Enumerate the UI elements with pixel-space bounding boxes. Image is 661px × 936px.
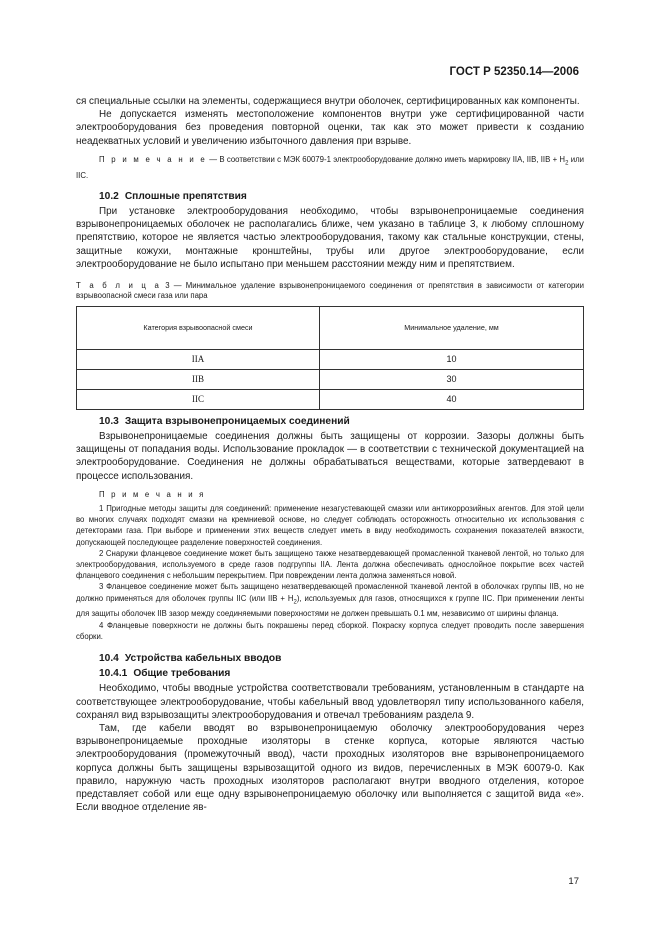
note-text: — В соответствии с МЭК 60079-1 электрооборудование должно иметь маркировку IIA, IIB, IIB + H: [206, 154, 566, 164]
section-title: Устройства кабельных вводов: [124, 653, 282, 664]
table-cell-distance: 30: [320, 369, 584, 389]
table-cell-category: IIC: [77, 389, 320, 409]
section-title: Защита взрывонепроницаемых соединений: [124, 415, 350, 427]
section-10-4-1-paragraph-1: Необходимо, чтобы вводные устройства соответствовали требованиям, установленным в стандарте на соответствующее электрооборудование, чтобы кабельный ввод удовлетворял типу использованного кабеля, сохранял вид взрывозащиты электрооборудования и отвечал требованиям раздела 9.: [76, 683, 584, 721]
document-number: ГОСТ Р 52350.14—2006: [449, 66, 579, 78]
table-cell-category: IIB: [77, 369, 320, 389]
note-2: 2 Снаружи фланцевое соединение может быть защищено также незатвердевающей промасленной тканевой лентой, но только для электрооборудования, используемого в среде газов подгруппы IIA. Лента должна обеспечивать однослойное покрытие всех частей фланцевого соединения с небольшим перекрытием. При повреждении лента должна заменяться новой.: [76, 548, 584, 581]
section-10-4-heading: [76, 652, 584, 665]
section-10-4-1-paragraph-2: Там, где кабели вводят во взрывонепроницаемую оболочку электрооборудования через взрывонепроницаемые проходные изоляторы в стенке корпуса, которые являются частью электрооборудования (промежуточный ввод), части проходных изоляторов вне взрывонепроницаемого корпуса должны быть защищены взрывозащитой одного из видов, перечисленных в МЭК 60079-0. Как правило, наружную часть проходных изоляторов располагают внутри вводного отделения, которое представляет собой или еще одну взрывонепроницаемую оболочку или выполняется с защитой вида «е». Если вводное отделение яв-: [76, 723, 584, 814]
table-row: [77, 389, 584, 409]
section-10-4-1-heading: [76, 667, 584, 680]
section-10-3-heading: [76, 415, 584, 428]
section-number: 10.3: [99, 415, 119, 427]
section-number: 10.4: [99, 653, 119, 664]
subsection-title: Общие требования: [133, 668, 231, 680]
page-number: 17: [568, 876, 579, 887]
table-header-row: [77, 306, 584, 349]
table-cell-distance: 10: [320, 349, 584, 369]
table-row: [77, 349, 584, 369]
table-cell-category: IIA: [77, 349, 320, 369]
table-3: [76, 306, 584, 410]
section-10-2-paragraph: При установке электрооборудования необходимо, чтобы взрывонепроницаемые соединения взрывонепроницаемых оболочек не располагались ближе, чем указано в таблице 3, к любому сплошному препятствию, которое не является частью электрооборудования, такому как стальные конструкции, стены, защитные кожухи, монтажные кронштейны, трубы или другое электрооборудование, если электрооборудование не было испытано при меньшем расстоянии между ним и препятствием.: [76, 205, 584, 270]
intro-note: [76, 154, 584, 181]
note-subscript: 2: [565, 160, 569, 167]
section-title: Сплошные препятствия: [124, 190, 247, 202]
section-10-2-heading: [76, 190, 584, 203]
table-label: Т а б л и ц а: [76, 280, 162, 290]
section-10-3-paragraph: Взрывонепроницаемые соединения должны быть защищены от коррозии. Зазоры должны быть защищены от попадания воды. Использование прокладок — в соответствии с технической документацией на электрооборудование. Соединения не должны обрабатываться веществами, которые затвердевают в процессе использования.: [76, 431, 584, 482]
subsection-number: 10.4.1: [99, 668, 128, 680]
note-1: 1 Пригодные методы защиты для соединений: применение незагустевающей смазки или антикоррозийных агентов. Для этой цели во многих случаях подходят смазки на кремниевой основе, но следует соблюдать осторожность относительно их использования с детекторами газа. При выборе и применении этих веществ следует иметь в виду необходимость сохранения показателей вязкости, допускающей последующее разделение поверхностей соединения.: [76, 504, 584, 547]
intro-paragraph-1: ся специальные ссылки на элементы, содержащиеся внутри оболочек, сертифицированных как компоненты.: [76, 96, 580, 107]
table-row: [77, 369, 584, 389]
note-tail: или IIC.: [76, 154, 584, 180]
table-cell-distance: 40: [320, 389, 584, 409]
table-3-title: [76, 281, 584, 302]
note-3: 3 Фланцевое соединение может быть защищено незатвердевающей промасленной тканевой лентой в оболочках группы IIB, но не должно применяться для оболочек группы IIC (или IIB + $H_2$), используемых для газов, относящихся к группе IIC. При применении ленты для защиты оболочек IIB зазор между соединяемыми поверхностями не должен превышать 0.1 мм, независимо от ширины фланца.: [76, 582, 584, 619]
section-number: 10.2: [99, 190, 119, 202]
column-header: Минимальное удаление, мм: [320, 306, 584, 349]
notes-label: П р и м е ч а н и я: [99, 489, 206, 499]
page-content: [76, 95, 584, 814]
note-4: 4 Фланцевые поверхности не должны быть покрашены перед сборкой. Покраску корпуса следует проводить после завершения сборки.: [76, 620, 584, 641]
column-header: Категория взрывоопасной смеси: [77, 306, 320, 349]
note-label: П р и м е ч а н и е: [99, 154, 207, 164]
intro-paragraph-2: Не допускается изменять местоположение компонентов внутри уже сертифицированной части электрооборудования без проведения повторной оценки, так как это может привести к созданию неадекватных условий и увеличению избыточного давления при взрыве.: [76, 109, 584, 147]
table-caption: 3 — Минимальное удаление взрывонепроницаемого соединения от препятствия в зависимости от категории взрывоопасной смеси газа или пара: [76, 280, 584, 301]
